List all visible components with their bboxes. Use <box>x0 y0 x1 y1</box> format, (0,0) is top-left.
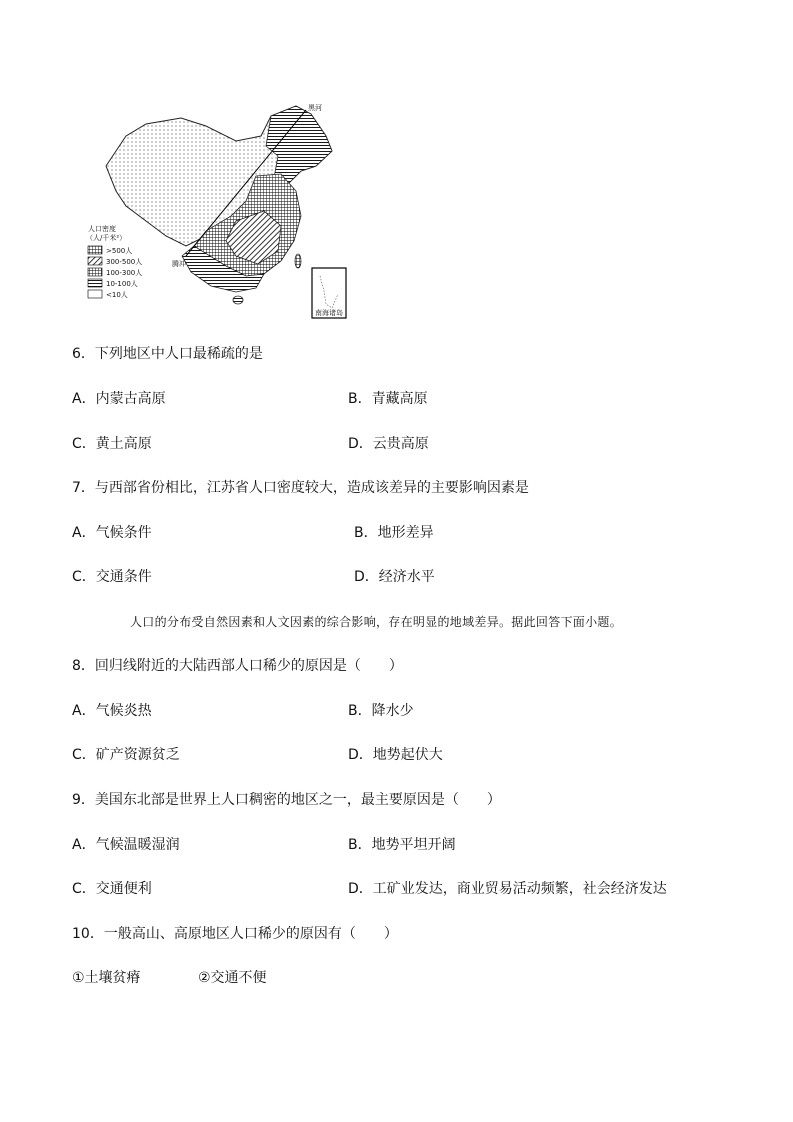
population-density-map <box>86 96 352 320</box>
q8-option-d[interactable]: D．地势起伏大 <box>348 747 443 763</box>
question-7-stem: 7．与西部省份相比，江苏省人口密度较大，造成该差异的主要影响因素是 <box>72 480 529 496</box>
q9-option-b[interactable]: B．地势平坦开阔 <box>348 837 456 853</box>
legend-item: 10-100人 <box>106 280 138 288</box>
legend-item: >500人 <box>106 247 133 255</box>
question-8-stem: 8．回归线附近的大陆西部人口稀少的原因是（ ） <box>72 658 403 674</box>
reading-passage: 人口的分布受自然因素和人文因素的综合影响，存在明显的地域差异。据此回答下面小题。 <box>130 615 623 629</box>
q7-option-d[interactable]: D．经济水平 <box>354 569 435 585</box>
q9-option-a[interactable]: A．气候温暖湿润 <box>72 837 180 853</box>
q7-option-a[interactable]: A．气候条件 <box>72 525 152 541</box>
q8-option-b[interactable]: B．降水少 <box>348 703 414 719</box>
q8-option-c[interactable]: C．矿产资源贫乏 <box>72 747 180 763</box>
q6-option-a[interactable]: A．内蒙古高原 <box>72 391 166 407</box>
label-heihe: 黑河 <box>308 104 322 112</box>
legend-title: 人口密度 <box>88 225 116 233</box>
q9-option-c[interactable]: C．交通便利 <box>72 881 152 897</box>
legend-unit: （人/千米²） <box>86 234 127 242</box>
legend-item: 300-500人 <box>106 258 143 266</box>
q7-option-c[interactable]: C．交通条件 <box>72 569 152 585</box>
legend-item: 100-300人 <box>106 269 143 277</box>
question-9-stem: 9．美国东北部是世界上人口稠密的地区之一，最主要原因是（ ） <box>72 792 501 808</box>
label-tengchong: 腾冲 <box>172 260 186 268</box>
question-6-stem: 6．下列地区中人口最稀疏的是 <box>72 346 263 362</box>
q8-option-a[interactable]: A．气候炎热 <box>72 703 152 719</box>
q10-item-1[interactable]: ①土壤贫瘠 <box>72 970 141 986</box>
q6-option-c[interactable]: C．黄土高原 <box>72 436 152 452</box>
map-taiwan <box>295 254 301 268</box>
legend-item: <10人 <box>106 291 128 299</box>
q7-option-b[interactable]: B．地形差异 <box>354 525 434 541</box>
q6-option-b[interactable]: B．青藏高原 <box>348 391 428 407</box>
inset-label: 南海诸岛 <box>315 309 343 317</box>
question-10-stem: 10．一般高山、高原地区人口稀少的原因有（ ） <box>72 926 398 942</box>
q6-option-d[interactable]: D．云贵高原 <box>348 436 429 452</box>
map-hainan <box>233 296 243 304</box>
q9-option-d[interactable]: D．工矿业发达，商业贸易活动频繁，社会经济发达 <box>348 881 667 897</box>
q10-item-2[interactable]: ②交通不便 <box>198 970 267 986</box>
